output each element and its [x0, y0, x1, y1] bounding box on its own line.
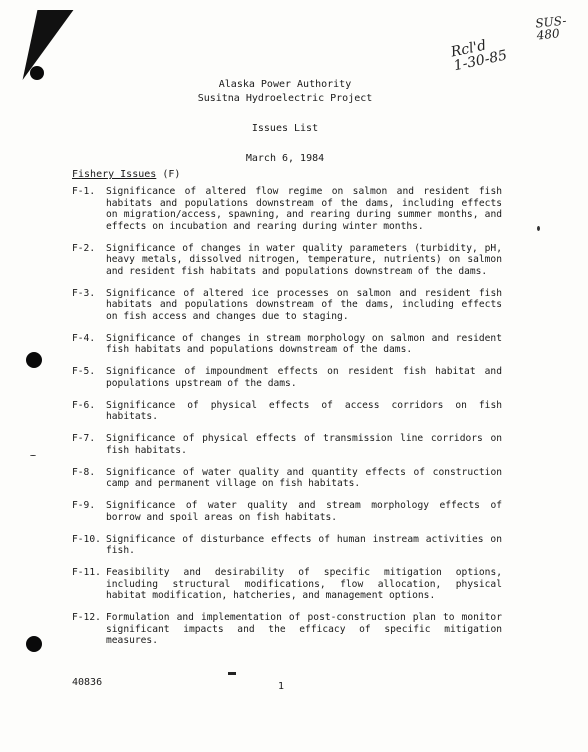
- issue-number: F-10.: [72, 533, 101, 545]
- document-header: [140, 78, 430, 166]
- issue-text: Significance of water quality and quantity effects of construction camp and permanent village on fish habitats.: [106, 466, 502, 489]
- issue-item: [72, 433, 502, 456]
- issue-text: Significance of changes in stream morphology on salmon and resident fish habitats and populations downstream of the dams.: [106, 332, 502, 355]
- issue-text: Significance of changes in water quality parameters (turbidity, pH, heavy metals, dissolved nitrogen, temperature, nutrients) on salmon and resident fish habitats and populations downstream of the dams.: [106, 242, 502, 277]
- document-code: 40836: [72, 677, 103, 688]
- issue-item: [72, 186, 502, 232]
- issue-number: F-4.: [72, 332, 96, 344]
- issue-text: Formulation and implementation of post-construction plan to monitor significant impacts and the efficacy of specific mitigation measures.: [106, 612, 502, 646]
- punch-hole-icon: [26, 352, 42, 368]
- issue-number: F-8.: [72, 466, 96, 478]
- issue-number: F-9.: [72, 500, 96, 511]
- page-number: 1: [278, 681, 285, 692]
- issue-number: F-1.: [72, 186, 96, 197]
- punch-hole-icon: [30, 66, 44, 80]
- issue-text: Significance of altered flow regime on salmon and resident fish habitats and populations downstream of the dams, including effects on migration/access, spawning, and rearing during summer months, and effects on incubation and rearing during winter months.: [106, 186, 502, 232]
- issue-text: Significance of altered ice processes on salmon and resident fish habitats and populations downstream of the dams, including effects on fish access and changes due to staging.: [106, 287, 502, 322]
- project-name: Susitna Hydroelectric Project: [197, 93, 373, 104]
- handwritten-reference-number: SUS- 480: [534, 13, 568, 43]
- issue-item: [72, 288, 502, 323]
- issue-item: [72, 400, 502, 423]
- issue-item: [72, 366, 502, 389]
- issue-item: [72, 500, 502, 523]
- organization-name: Alaska Power Authority: [218, 79, 352, 90]
- issue-item: [72, 243, 502, 278]
- document-title: Issues List: [251, 123, 319, 134]
- issue-item: [72, 567, 502, 602]
- issue-number: F-11.: [72, 567, 101, 578]
- issue-text: Feasibility and desirability of specific mitigation options, including structural modifications, flow allocation, physical habitat modification, hatcheries, and management options.: [106, 567, 502, 601]
- issue-number: F-7.: [72, 433, 96, 444]
- issue-item: [72, 333, 502, 356]
- issue-number: F-5.: [72, 366, 96, 377]
- issue-text: Significance of physical effects of transmission line corridors on fish habitats.: [106, 433, 502, 456]
- footer-mark: [228, 672, 236, 675]
- issue-number: F-2.: [72, 242, 96, 254]
- issue-item: [72, 534, 502, 557]
- section-heading: [72, 168, 180, 182]
- scan-speck: [537, 226, 540, 231]
- issue-number: F-3.: [72, 287, 96, 299]
- issue-text: Significance of disturbance effects of human instream activities on fish.: [106, 533, 502, 556]
- issue-number: F-6.: [72, 399, 96, 411]
- issue-item: [72, 612, 502, 647]
- section-title: Fishery Issues: [72, 169, 157, 180]
- scan-speck: [30, 455, 36, 456]
- issue-item: [72, 467, 502, 490]
- section-code: (F): [162, 169, 181, 180]
- issues-list: [72, 186, 502, 647]
- handwritten-received-date: Rcl'd 1-30-85: [449, 37, 509, 75]
- document-date: March 6, 1984: [245, 153, 325, 164]
- issue-text: Significance of impoundment effects on resident fish habitat and populations upstream of the dams.: [106, 366, 502, 389]
- issue-number: F-12.: [72, 612, 101, 623]
- punch-hole-icon: [26, 636, 42, 652]
- issue-text: Significance of physical effects of access corridors on fish habitats.: [106, 399, 502, 422]
- issue-text: Significance of water quality and stream morphology effects of borrow and spoil areas on fish habitats.: [106, 500, 502, 523]
